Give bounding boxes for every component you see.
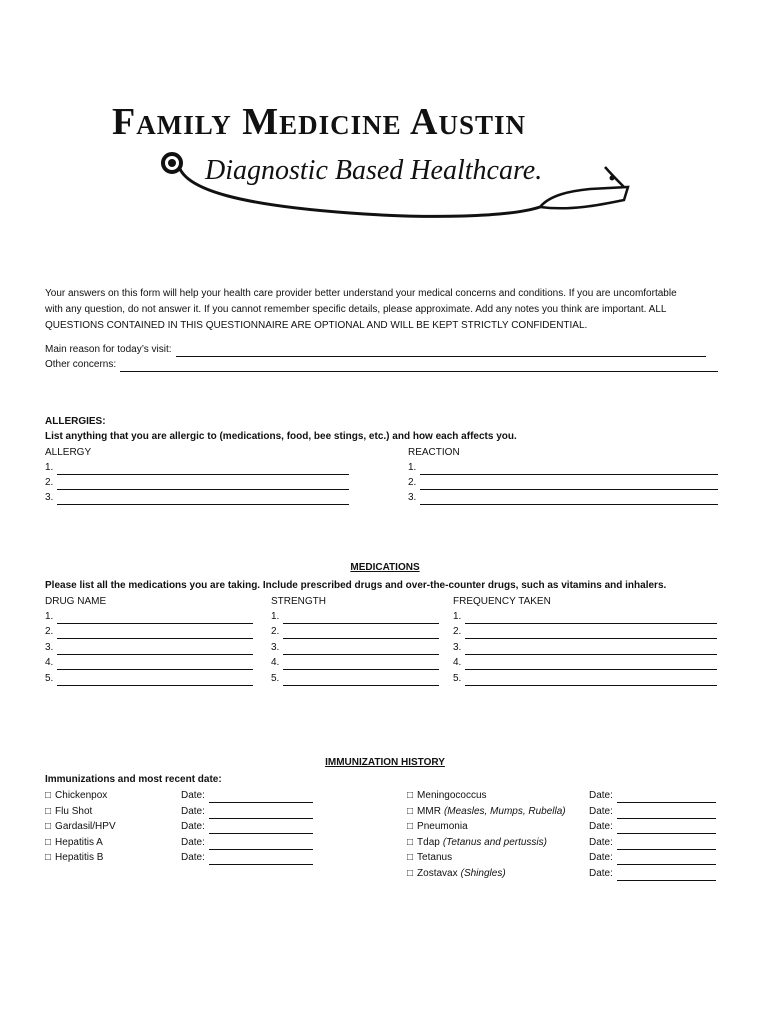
reaction-row: [408, 490, 718, 505]
frequency-field[interactable]: [465, 659, 717, 670]
allergy-row: [45, 490, 349, 505]
checkbox[interactable]: □: [407, 867, 414, 879]
date-row: [181, 819, 313, 834]
other-concerns-row: [45, 357, 718, 372]
vaccine-item: [407, 866, 506, 881]
date-row: [181, 835, 313, 850]
date-label: Date:: [181, 805, 205, 817]
vaccine-note: (Tetanus and pertussis): [442, 836, 547, 848]
medication-row: [453, 609, 717, 624]
date-field[interactable]: [617, 808, 716, 819]
medication-row: [45, 640, 253, 655]
vaccine-item: [45, 788, 107, 803]
date-row: [589, 804, 716, 819]
frequency-column-header: FREQUENCY TAKEN: [453, 596, 551, 607]
logo-title: Family Medicine Austin: [112, 101, 526, 143]
medications-instruction: Please list all the medications you are taking. Include prescribed drugs and over-the-counter drugs, such as vitamins and inhalers.: [45, 580, 667, 591]
allergy-row: [45, 475, 349, 490]
logo-tagline: Diagnostic Based Healthcare.: [205, 155, 543, 186]
other-concerns-label: Other concerns:: [45, 359, 117, 370]
row-number: 2.: [45, 477, 54, 488]
vaccine-name: Chickenpox: [55, 790, 108, 801]
row-number: 5.: [453, 672, 462, 684]
medication-row: [45, 671, 253, 686]
checkbox[interactable]: □: [45, 821, 52, 832]
checkbox[interactable]: □: [45, 790, 52, 801]
strength-field[interactable]: [283, 628, 439, 639]
drug-name-field[interactable]: [57, 628, 253, 639]
strength-field[interactable]: [283, 613, 439, 624]
medication-row: [45, 655, 253, 670]
row-number: 1.: [45, 462, 54, 473]
date-label: Date:: [589, 852, 613, 863]
date-label: Date:: [589, 821, 613, 832]
strength-column-header: STRENGTH: [271, 596, 326, 607]
date-label: Date:: [589, 790, 613, 801]
checkbox[interactable]: □: [407, 852, 414, 863]
row-number: 2.: [45, 626, 54, 638]
checkbox[interactable]: □: [45, 852, 52, 863]
vaccine-name: Tdap: [417, 836, 440, 848]
vaccine-name: Hepatitis B: [55, 852, 104, 863]
reaction-row: [408, 475, 718, 490]
date-row: [589, 788, 716, 803]
checkbox[interactable]: □: [407, 805, 414, 817]
date-field[interactable]: [617, 870, 716, 881]
vaccine-note: (Measles, Mumps, Rubella): [443, 805, 566, 817]
frequency-field[interactable]: [465, 628, 717, 639]
vaccine-name: Gardasil/HPV: [55, 821, 116, 832]
row-number: 4.: [453, 657, 462, 669]
row-number: 3.: [271, 641, 280, 653]
vaccine-item: [45, 835, 103, 850]
allergy-field[interactable]: [57, 494, 349, 505]
date-label: Date:: [181, 836, 205, 848]
allergy-field[interactable]: [57, 464, 349, 475]
frequency-field[interactable]: [465, 675, 717, 686]
drug-name-field[interactable]: [57, 644, 253, 655]
date-row: [589, 835, 716, 850]
allergy-column-header: ALLERGY: [45, 447, 92, 458]
intro-line-1: Your answers on this form will help your health care provider better understand your medical concerns and conditions. If you are uncomfortable: [45, 288, 677, 299]
intro-line-3: QUESTIONS CONTAINED IN THIS QUESTIONNAIRE ARE OPTIONAL AND WILL BE KEPT STRICTLY CONFIDENTIAL.: [45, 320, 588, 331]
frequency-field[interactable]: [465, 613, 717, 624]
vaccine-note: (Shingles): [460, 867, 506, 879]
intro-line-2: with any question, do not answer it. If you cannot remember specific details, please approximate. Add any notes you think are important. ALL: [45, 304, 667, 315]
other-concerns-field[interactable]: [120, 361, 718, 372]
reaction-field[interactable]: [420, 464, 718, 475]
date-row: [589, 866, 716, 881]
row-number: 1.: [408, 462, 417, 473]
vaccine-item: [45, 819, 116, 834]
drug-name-field[interactable]: [57, 613, 253, 624]
row-number: 3.: [453, 641, 462, 653]
row-number: 3.: [408, 492, 417, 503]
medication-row: [453, 655, 717, 670]
date-field[interactable]: [617, 792, 716, 803]
allergies-instruction: List anything that you are allergic to (medications, food, bee stings, etc.) and how each affects you.: [45, 431, 517, 442]
checkbox[interactable]: □: [45, 836, 52, 848]
strength-field[interactable]: [283, 659, 439, 670]
reaction-column-header: REACTION: [408, 447, 460, 458]
medication-row: [271, 624, 439, 639]
drug-name-field[interactable]: [57, 675, 253, 686]
medication-row: [271, 640, 439, 655]
date-field[interactable]: [209, 823, 313, 834]
date-field[interactable]: [209, 792, 313, 803]
vaccine-item: [407, 850, 452, 865]
date-field[interactable]: [209, 839, 313, 850]
row-number: 5.: [271, 672, 280, 684]
drug-name-column-header: DRUG NAME: [45, 596, 107, 607]
row-number: 2.: [408, 477, 417, 488]
medication-row: [271, 655, 439, 670]
vaccine-name: Flu Shot: [55, 805, 93, 817]
date-field[interactable]: [617, 854, 716, 865]
main-reason-label: Main reason for today’s visit:: [45, 344, 172, 355]
strength-field[interactable]: [283, 675, 439, 686]
row-number: 3.: [45, 492, 54, 503]
row-number: 1.: [45, 611, 54, 622]
row-number: 1.: [271, 611, 280, 622]
vaccine-name: Tetanus: [417, 852, 453, 863]
date-row: [589, 850, 716, 865]
checkbox[interactable]: □: [407, 836, 414, 848]
date-label: Date:: [589, 836, 613, 848]
date-row: [589, 819, 716, 834]
vaccine-name: Meningococcus: [417, 790, 487, 801]
immunization-subheading: Immunizations and most recent date:: [45, 774, 222, 785]
allergies-heading: ALLERGIES:: [45, 416, 106, 427]
date-label: Date:: [181, 852, 205, 863]
date-field[interactable]: [209, 808, 313, 819]
date-field[interactable]: [209, 854, 313, 865]
medication-row: [453, 671, 717, 686]
row-number: 2.: [453, 626, 462, 638]
reaction-field[interactable]: [420, 494, 718, 505]
vaccine-item: [45, 850, 103, 865]
vaccine-item: [407, 835, 547, 850]
main-reason-row: [45, 342, 706, 357]
checkbox[interactable]: □: [407, 821, 414, 832]
vaccine-item: [45, 804, 92, 819]
vaccine-name: Zostavax: [417, 867, 458, 879]
date-field[interactable]: [617, 839, 716, 850]
medication-row: [453, 624, 717, 639]
vaccine-name: MMR: [417, 805, 441, 817]
medication-row: [453, 640, 717, 655]
medications-heading: MEDICATIONS: [350, 562, 420, 573]
date-row: [181, 788, 313, 803]
row-number: 2.: [271, 626, 280, 638]
vaccine-item: [407, 788, 487, 803]
row-number: 3.: [45, 641, 54, 653]
row-number: 4.: [271, 657, 280, 669]
allergy-field[interactable]: [57, 479, 349, 490]
immunization-heading: IMMUNIZATION HISTORY: [325, 757, 445, 768]
date-label: Date:: [589, 805, 613, 817]
date-label: Date:: [589, 867, 613, 879]
medication-row: [45, 609, 253, 624]
row-number: 4.: [45, 657, 54, 669]
reaction-row: [408, 460, 718, 475]
frequency-field[interactable]: [465, 644, 717, 655]
medication-row: [271, 609, 439, 624]
date-row: [181, 804, 313, 819]
medication-row: [271, 671, 439, 686]
date-label: Date:: [181, 790, 205, 801]
vaccine-name: Hepatitis A: [55, 836, 103, 848]
medication-row: [45, 624, 253, 639]
row-number: 1.: [453, 611, 462, 622]
allergy-row: [45, 460, 349, 475]
date-label: Date:: [181, 821, 205, 832]
reaction-field[interactable]: [420, 479, 718, 490]
row-number: 5.: [45, 672, 54, 684]
checkbox[interactable]: □: [45, 805, 52, 817]
checkbox[interactable]: □: [407, 790, 414, 801]
vaccine-item: [407, 804, 566, 819]
strength-field[interactable]: [283, 644, 439, 655]
vaccine-name: Pneumonia: [417, 821, 468, 832]
drug-name-field[interactable]: [57, 659, 253, 670]
vaccine-item: [407, 819, 468, 834]
main-reason-field[interactable]: [176, 346, 706, 357]
date-field[interactable]: [617, 823, 716, 834]
date-row: [181, 850, 313, 865]
